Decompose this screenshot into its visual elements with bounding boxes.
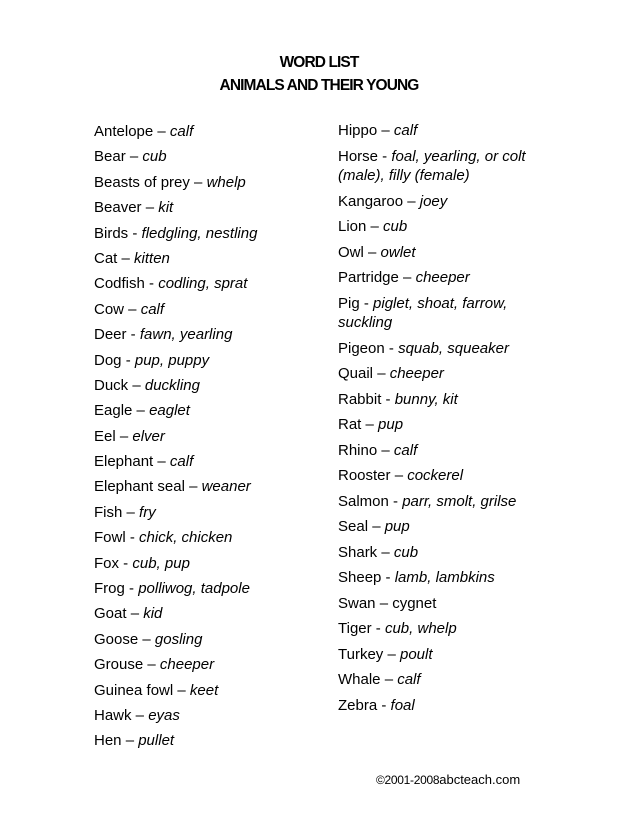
word-entry — [94, 503, 324, 528]
word-entry — [338, 243, 548, 263]
word-entry — [94, 604, 324, 629]
word-entry — [94, 706, 324, 731]
young-name: fledgling, nestling — [141, 224, 258, 242]
separator: - — [124, 580, 139, 598]
animal-name: Whale — [338, 671, 381, 688]
page-title: WORD LIST — [279, 54, 359, 71]
separator: - — [371, 620, 385, 637]
animal-name: Bear — [94, 148, 126, 166]
young-name: duckling — [144, 376, 200, 394]
animal-name: Rooster — [338, 467, 391, 484]
young-name: gosling — [154, 630, 203, 648]
word-entry — [94, 122, 324, 147]
left-word-column — [94, 122, 324, 757]
animal-name: Dog — [94, 351, 122, 369]
separator: – — [138, 630, 155, 648]
separator: – — [124, 300, 141, 318]
word-entry — [338, 364, 548, 384]
word-entry — [94, 198, 324, 223]
word-entry — [94, 655, 324, 680]
separator: – — [380, 671, 398, 688]
animal-name: Seal — [338, 518, 369, 535]
young-name: cheeper — [389, 365, 444, 382]
word-entry — [338, 390, 548, 410]
separator: – — [366, 218, 384, 235]
separator: – — [363, 243, 381, 261]
animal-name: Guinea fowl — [94, 681, 174, 699]
young-name: cub — [142, 148, 167, 166]
separator: – — [143, 656, 160, 674]
page-subtitle: ANIMALS AND THEIR YOUNG — [219, 77, 419, 94]
word-entry — [94, 579, 324, 604]
separator: – — [173, 681, 190, 699]
animal-name: Fox — [94, 554, 120, 572]
young-name: joey — [419, 192, 448, 210]
word-entry — [94, 300, 324, 325]
separator: - — [388, 492, 403, 510]
word-entry — [338, 696, 548, 716]
word-entry — [338, 441, 548, 461]
separator: – — [115, 427, 133, 445]
young-name: chick, chicken — [139, 529, 233, 547]
separator: - — [381, 390, 395, 408]
animal-name: Antelope — [94, 123, 154, 140]
young-name: parr, smolt, grilse — [402, 492, 517, 510]
young-name: pup — [378, 416, 404, 433]
young-name: cheeper — [159, 656, 215, 674]
separator: - — [378, 147, 392, 165]
young-name: lamb, lambkins — [394, 569, 495, 586]
animal-name: Goat — [94, 605, 127, 623]
separator: – — [141, 199, 159, 217]
separator: – — [361, 416, 379, 433]
animal-name: Beasts of prey — [94, 173, 190, 191]
animal-name: Salmon — [338, 492, 389, 510]
separator: - — [126, 326, 140, 344]
word-entry — [338, 192, 548, 212]
animal-name: Eagle — [94, 402, 133, 420]
footer-credit — [376, 772, 520, 787]
word-entry — [94, 731, 324, 756]
young-name: piglet, shoat, farrow, suckling — [338, 294, 508, 331]
young-name: cub — [383, 218, 408, 235]
word-entry — [94, 147, 324, 172]
animal-name: Elephant — [94, 453, 154, 471]
animal-name: Rat — [338, 416, 362, 433]
animal-name: Hen — [94, 732, 122, 750]
separator: – — [153, 123, 170, 140]
animal-name: Rhino — [338, 441, 378, 459]
separator: – — [189, 173, 207, 191]
separator: – — [403, 192, 420, 210]
young-name: cheeper — [415, 269, 470, 286]
separator: – — [375, 594, 393, 612]
word-entry — [94, 401, 324, 426]
young-name: fry — [139, 503, 156, 521]
young-name: poult — [399, 645, 433, 663]
word-entry — [338, 619, 548, 639]
animal-name: Pigeon — [338, 339, 385, 357]
separator: – — [368, 518, 385, 535]
animal-name: Fowl — [94, 529, 126, 547]
young-name: bunny, kit — [394, 390, 458, 408]
separator: - — [121, 351, 135, 369]
animal-name: Tiger — [338, 620, 372, 637]
word-entry — [338, 294, 548, 333]
animal-name: Beaver — [94, 199, 142, 217]
word-entry — [94, 452, 324, 477]
animal-name: Birds — [94, 224, 129, 242]
young-name: calf — [169, 123, 194, 140]
separator: – — [131, 706, 149, 724]
word-entry — [94, 173, 324, 198]
separator: - — [119, 554, 133, 572]
word-entry — [338, 568, 548, 588]
animal-name: Shark — [338, 543, 378, 561]
separator: – — [377, 122, 394, 139]
young-name: kit — [158, 199, 174, 217]
separator: – — [117, 249, 135, 267]
separator: - — [128, 224, 142, 242]
word-entry — [94, 224, 324, 249]
young-name: calf — [169, 453, 194, 471]
animal-name: Goose — [94, 630, 139, 648]
word-entry — [94, 528, 324, 553]
word-entry — [338, 492, 548, 512]
animal-name: Frog — [94, 580, 125, 598]
word-entry — [94, 351, 324, 376]
separator: - — [359, 294, 374, 312]
animal-name: Partridge — [338, 269, 399, 286]
animal-name: Grouse — [94, 656, 144, 674]
young-name: elver — [132, 427, 165, 445]
young-name: squab, squeaker — [398, 339, 509, 357]
word-entry — [338, 517, 548, 537]
young-name: pup, puppy — [134, 351, 210, 369]
young-name: pup — [384, 518, 410, 535]
separator: – — [122, 503, 140, 521]
animal-name: Hawk — [94, 706, 132, 724]
young-name: pullet — [138, 732, 175, 750]
animal-name: Eel — [94, 427, 116, 445]
separator: – — [373, 365, 390, 382]
animal-name: Kangaroo — [338, 192, 404, 210]
separator: – — [132, 402, 150, 420]
young-name: cub, pup — [132, 554, 190, 572]
word-entry — [338, 147, 548, 186]
young-name: kitten — [134, 249, 170, 267]
word-entry — [94, 325, 324, 350]
right-word-column — [338, 121, 548, 721]
word-entry — [94, 681, 324, 706]
young-name: calf — [397, 671, 421, 688]
young-name: whelp — [206, 173, 246, 191]
word-entry — [338, 339, 548, 359]
animal-name: Pig — [338, 294, 360, 312]
young-name: owlet — [380, 243, 416, 261]
animal-name: Deer — [94, 326, 127, 344]
young-name: cub, whelp — [384, 620, 457, 637]
word-entry — [338, 268, 548, 288]
word-entry — [94, 630, 324, 655]
copyright-text: ©2001-2008 — [376, 773, 440, 787]
separator: – — [184, 478, 202, 496]
word-entry — [338, 670, 548, 690]
young-name: cub — [393, 543, 419, 561]
separator: - — [381, 569, 395, 586]
separator: - — [377, 696, 391, 714]
word-entry — [94, 376, 324, 401]
separator: - — [144, 275, 159, 293]
young-name: keet — [189, 681, 219, 699]
word-entry — [338, 543, 548, 563]
animal-name: Lion — [338, 218, 367, 235]
word-entry — [338, 594, 548, 614]
separator: – — [128, 376, 145, 394]
young-name: cygnet — [392, 594, 437, 612]
separator: – — [398, 269, 416, 286]
young-name: cockerel — [407, 467, 464, 484]
young-name: fawn, yearling — [139, 326, 233, 344]
animal-name: Fish — [94, 503, 123, 521]
separator: – — [390, 467, 408, 484]
animal-name: Owl — [338, 243, 364, 261]
animal-name: Codfish — [94, 275, 145, 293]
young-name: kid — [143, 605, 163, 623]
animal-name: Swan — [338, 594, 376, 612]
word-entry — [94, 554, 324, 579]
young-name: eaglet — [149, 402, 190, 420]
young-name: calf — [140, 300, 165, 318]
word-entry — [94, 427, 324, 452]
young-name: codling, sprat — [158, 275, 248, 293]
animal-name: Duck — [94, 376, 129, 394]
separator: – — [153, 453, 170, 471]
separator: – — [125, 148, 143, 166]
word-entry — [94, 249, 324, 274]
separator: - — [384, 339, 399, 357]
word-entry — [94, 274, 324, 299]
animal-name: Horse — [338, 147, 379, 165]
animal-name: Hippo — [338, 122, 378, 139]
animal-name: Cat — [94, 249, 118, 267]
word-entry — [338, 217, 548, 237]
animal-name: Sheep — [338, 569, 382, 586]
separator: – — [377, 543, 394, 561]
young-name: eyas — [148, 706, 180, 724]
young-name: polliwog, tadpole — [138, 580, 250, 598]
animal-name: Turkey — [338, 645, 384, 663]
separator: – — [126, 605, 144, 623]
word-entry — [94, 477, 324, 502]
site-name: abcteach.com — [439, 772, 521, 787]
separator: – — [121, 732, 139, 750]
young-name: foal — [390, 696, 415, 714]
young-name: calf — [393, 441, 418, 459]
separator: - — [125, 529, 140, 547]
separator: – — [383, 645, 400, 663]
young-name: foal, yearling, or colt (male), filly (female) — [338, 147, 526, 184]
animal-name: Quail — [338, 365, 374, 382]
word-entry — [338, 415, 548, 435]
animal-name: Cow — [94, 300, 125, 318]
word-entry — [338, 121, 548, 141]
word-entry — [338, 466, 548, 486]
animal-name: Zebra — [338, 696, 378, 714]
animal-name: Elephant seal — [94, 478, 185, 496]
young-name: weaner — [201, 478, 251, 496]
animal-name: Rabbit — [338, 390, 382, 408]
word-entry — [338, 645, 548, 665]
separator: – — [377, 441, 394, 459]
young-name: calf — [393, 122, 418, 139]
